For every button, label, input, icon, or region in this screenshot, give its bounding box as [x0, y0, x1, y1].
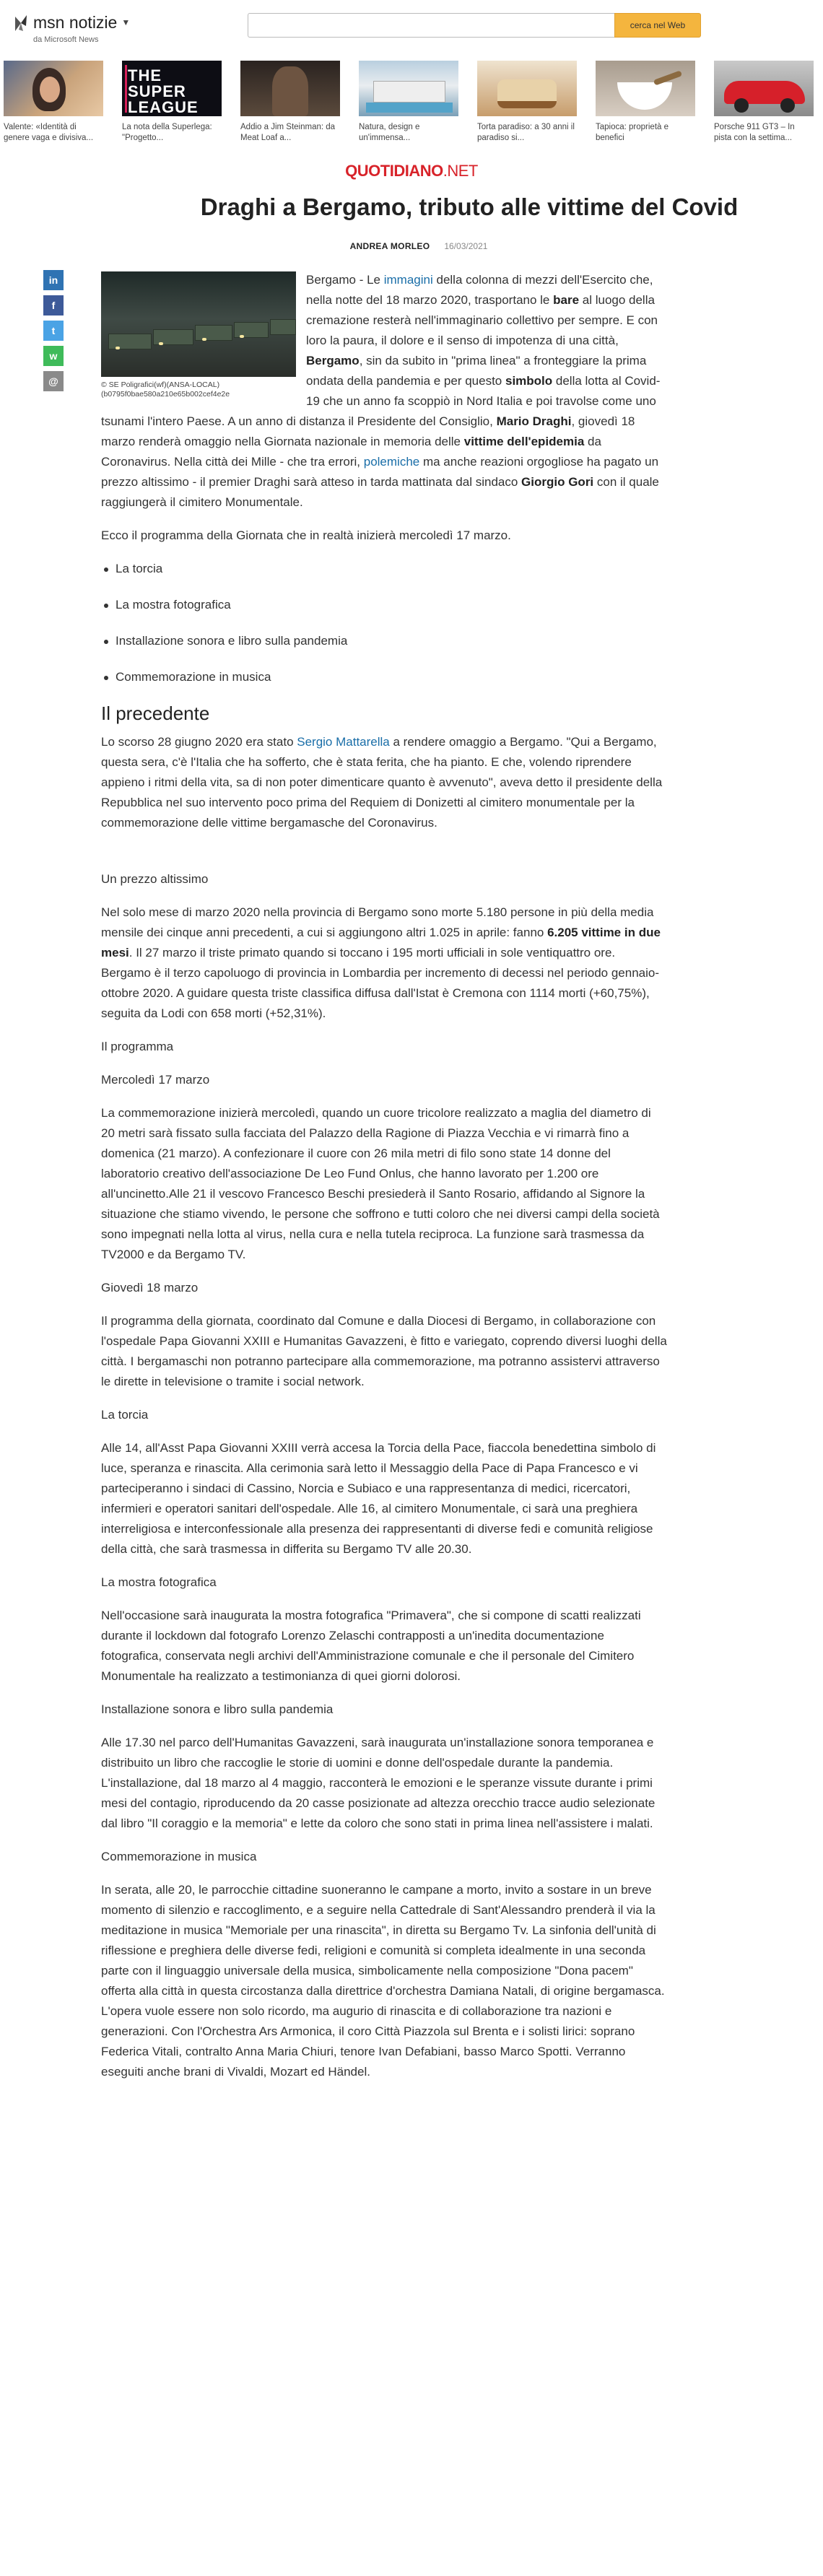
- article-body: [101, 270, 668, 2082]
- news-strip: [0, 61, 823, 155]
- news-thumbnail: [596, 61, 695, 116]
- army-convoy-photo: [101, 271, 296, 377]
- share-bar: [43, 270, 64, 391]
- news-caption: Porsche 911 GT3 – In pista con la settima...: [714, 123, 795, 142]
- news-card[interactable]: [596, 61, 695, 155]
- image-caption: © SE Poligrafici(wf)(ANSA-LOCAL)(b0795f0bae580a210e65b002cef4e2e: [101, 380, 230, 399]
- whatsapp-icon[interactable]: w: [43, 346, 64, 366]
- text: . Il 27 marzo il triste primato quando si toccano i 195 morti ufficiali in sole ventiquattro ore. Bergamo è il terzo capoluogo di provincia in Lombardia per incremento di decessi nel periodo gennaio-ottobre 2020. A guidare questa triste classifica diffusa dall'Istat è Cremona con 1114 morti (+60,75%), seguita da Lodi con 658 morti (+52,31%).: [101, 946, 660, 1020]
- news-caption: Valente: «Identità di genere vaga e divisiva...: [4, 123, 94, 142]
- brand[interactable]: [13, 12, 130, 44]
- program-list: [101, 559, 668, 687]
- paragraph: Alle 17.30 nel parco dell'Humanitas Gavazzeni, sarà inaugurata un'installazione sonora temporanea e distribuito un libro che raccoglie le storie di uomini e donne dell'ospedale durante la pandemia. L'installazione, dal 18 marzo al 4 maggio, racconterà le emozioni e le speranze vissute durante i primi mesi del contagio, riproducendo da 20 casse posizionate ad altezza orecchio tracce audio selezionate dal libro "Il coraggio e la memoria" e lette da coloro che sono stati in prima linea nell'assistere i malati.: [101, 1736, 656, 1830]
- chevron-down-icon[interactable]: ▼: [121, 17, 131, 27]
- paragraph: Il programma della giornata, coordinato dal Comune e dalla Diocesi di Bergamo, in collaborazione con l'ospedale Papa Giovanni XXIII e Humanitas Gavazzeni, è fitto e variegato, coprendo diversi luoghi della città. I bergamaschi non potranno partecipare alla commemorazione, ma potranno assistervi attraverso le dirette in televisione o tramite i social network.: [101, 1314, 667, 1388]
- link-immagini[interactable]: immagini: [383, 273, 433, 287]
- search-bar: [248, 13, 701, 38]
- email-icon[interactable]: @: [43, 371, 64, 391]
- paragraph: Alle 14, all'Asst Papa Giovanni XXIII verrà accesa la Torcia della Pace, fiaccola benedettina simbolo di luce, speranza e rinascita. Alla cerimonia sarà letto il Messaggio della Pace di Papa Francesco e vi parteciperanno i sindaci di Cassino, Norcia e Subiaco e una rappresentanza di medici, ricercatori, infermieri e operatori sanitari dell'ospedale. Alle 16, al cimitero Monumentale, ci sarà una preghiera interreligiosa e interconfessionale alla presenza dei rappresentanti di diverse fedi e comunità religiose della città, che sarà trasmessa in differita su Bergamo TV alle 20.30.: [101, 1441, 656, 1556]
- text: della lotta al Covid-19 che un anno fa scoppiò in Nord Italia e poi travolse come uno tsunami l'intero Paese. A un anno di distanza il Presidente del Consiglio,: [101, 374, 661, 428]
- link-polemiche[interactable]: polemiche: [363, 455, 420, 469]
- lead-image[interactable]: [101, 271, 296, 399]
- highlight: Giorgio Gori: [521, 475, 594, 489]
- highlight: simbolo: [505, 374, 553, 388]
- search-web-button[interactable]: cerca nel Web: [614, 13, 701, 38]
- subheading: Mercoledì 17 marzo: [101, 1073, 210, 1087]
- text: ma anche reazioni orgogliose ha pagato un prezzo altissimo - il premier Draghi sarà atteso in tarda mattinata dal sindaco: [101, 455, 659, 489]
- facebook-icon[interactable]: f: [43, 295, 64, 316]
- news-thumbnail: [122, 61, 222, 116]
- subheading: Commemorazione in musica: [101, 1850, 257, 1863]
- highlight: vittime dell'epidemia: [463, 435, 585, 448]
- text: , giovedì 18 marzo renderà omaggio nella Giornata nazionale in memoria delle: [101, 414, 635, 448]
- text: da Coronavirus. Nella città dei Mille - che tra errori,: [101, 435, 601, 469]
- section-heading: Il precedente: [101, 702, 210, 724]
- source-suffix: .NET: [443, 162, 478, 180]
- news-thumbnail: [4, 61, 103, 116]
- paragraph: [101, 902, 668, 1024]
- news-card[interactable]: [477, 61, 577, 155]
- text: al luogo della cremazione resterà nell'immaginario collettivo per sempre. E con loro la paura, il dolore e il senso di impotenza di una città,: [306, 293, 658, 347]
- news-thumbnail: [359, 61, 458, 116]
- subheading: Un prezzo altissimo: [101, 872, 209, 886]
- highlight: bare: [553, 293, 580, 307]
- subheading: Installazione sonora e libro sulla pandemia: [101, 1702, 334, 1716]
- news-card[interactable]: [240, 61, 340, 155]
- news-thumbnail: [240, 61, 340, 116]
- news-caption: Torta paradiso: a 30 anni il paradiso si...: [477, 123, 575, 142]
- subheading: Il programma: [101, 1040, 174, 1053]
- source-name: QUOTIDIANO: [345, 162, 443, 180]
- news-card[interactable]: [359, 61, 458, 155]
- news-caption: La nota della Superlega: "Progetto...: [122, 123, 212, 142]
- byline: [0, 241, 823, 251]
- news-card[interactable]: [714, 61, 814, 155]
- subheading: Giovedì 18 marzo: [101, 1281, 199, 1294]
- news-thumbnail: [477, 61, 577, 116]
- paragraph: [101, 732, 668, 833]
- linkedin-icon[interactable]: in: [43, 270, 64, 290]
- news-caption: Natura, design e un'immensa...: [359, 123, 420, 142]
- text: della colonna di mezzi dell'Esercito che, nella notte del 18 marzo 2020, trasportano le: [306, 273, 653, 307]
- brand-subtitle: da Microsoft News: [33, 35, 99, 44]
- text: a rendere omaggio a Bergamo. "Qui a Bergamo, questa sera, c'è l'Italia che ha sofferto, che è stata ferita, che ha pianto. E che, volendo riprendere appieno i ritmi della vita, sa di non poter dimenticare quanto è avvenuto", aveva detto il presidente della Repubblica nel suo intervento poco prima del Requiem di Donizetti al cimitero monumentale per la commemorazione delle vittime bergamasche del Coronavirus.: [101, 735, 663, 830]
- list-item: Commemorazione in musica: [101, 667, 668, 687]
- paragraph: Nell'occasione sarà inaugurata la mostra fotografica "Primavera", che si compone di scatti realizzati durante il lockdown dal fotografo Lorenzo Zelaschi contrapposti a un'inedita documentazione fotografica, conservata negli archivi dell'Amministrazione comunale e che il personale del Cimitero Monumentale ha realizzato a testimonianza di quei giorni dolorosi.: [101, 1609, 641, 1683]
- text: , sin da subito in "prima linea" a fronteggiare la prima ondata della pandemia e per questo: [306, 354, 647, 388]
- twitter-icon[interactable]: t: [43, 321, 64, 341]
- news-thumbnail: [714, 61, 814, 116]
- paragraph: Ecco il programma della Giornata che in realtà inizierà mercoledì 17 marzo.: [101, 528, 511, 542]
- highlight: Bergamo: [306, 354, 360, 367]
- text: Lo scorso 28 giugno 2020 era stato: [101, 735, 297, 749]
- news-card[interactable]: [4, 61, 103, 155]
- news-caption: Tapioca: proprietà e benefici: [596, 123, 669, 142]
- list-item: La torcia: [101, 559, 668, 579]
- paragraph: In serata, alle 20, le parrocchie cittadine suoneranno le campane a morto, invito a sostare in un breve momento di silenzio e raccoglimento, e a seguire nella Cattedrale di Sant'Alessandro prenderà il via la meditazione in musica "Memoriale per una rinascita", in diretta su Bergamo Tv. La sinfonia dell'unità di riflessione e preghiera delle diverse fedi, religioni e comunità si completa idealmente in una seconda parte con il linguaggio universale della musica, simbolicamente nella composizione "Dona pacem" offerta alla città in questa circostanza dalla direttrice d'orchestra Damiana Natali, di origine bergamasca. L'opera vuole essere non solo ricordo, ma augurio di rinascita e di collaborazione tra nazioni e generazioni. Con l'Orchestra Ars Armonica, il coro Città Piazzola sul Brenta e i solisti lirici: soprano Federica Vitali, contralto Anna Maria Chiuri, tenore Ivan Defabiani, basso Marco Spotti. Verranno eseguiti anche brani di Vivaldi, Mozart ed Händel.: [101, 1883, 665, 2079]
- highlight: 6.205 vittime in due mesi: [101, 926, 661, 960]
- news-card[interactable]: [122, 61, 222, 155]
- thumb-text: THE: [128, 66, 162, 84]
- highlight: Mario Draghi: [496, 414, 572, 428]
- link-mattarella[interactable]: Sergio Mattarella: [297, 735, 390, 749]
- article-title: Draghi a Bergamo, tributo alle vittime del Covid: [200, 193, 739, 220]
- thumb-text: SUPER: [128, 82, 186, 100]
- text: Nel solo mese di marzo 2020 nella provincia di Bergamo sono morte 5.180 persone in più della media mensile dei cinque anni precedenti, a cui si aggiungono altri 1.025 in aprile: fanno: [101, 905, 654, 939]
- publish-date: 16/03/2021: [444, 241, 488, 251]
- subheading: La mostra fotografica: [101, 1575, 217, 1589]
- news-caption: Addio a Jim Steinman: da Meat Loaf a...: [240, 123, 336, 142]
- top-bar: [0, 0, 823, 61]
- text: Bergamo - Le: [306, 273, 384, 287]
- list-item: La mostra fotografica: [101, 595, 668, 615]
- author-name[interactable]: ANDREA MORLEO: [349, 241, 430, 251]
- thumb-text: LEAGUE: [128, 98, 199, 116]
- list-item: Installazione sonora e libro sulla pandemia: [101, 631, 668, 651]
- article-wrap: [0, 270, 823, 2082]
- paragraph: La commemorazione inizierà mercoledì, quando un cuore tricolore realizzato a maglia del diametro di 20 metri sarà fissato sulla facciata del Palazzo della Ragione di Piazza Vecchia e vi rimarrà fino a domenica (21 marzo). A confezionare il cuore con 26 mila metri di filo sono state 14 donne del laboratorio creativo dell'associazione De Leo Fund Onlus, che hanno lavorato per 1.200 ore all'uncinetto.Alle 21 il vescovo Francesco Beschi presiederà il Santo Rosario, affidando al Signore la situazione che stiamo vivendo, le persone che soffrono e tutti coloro che nei diversi campi della società sono impegnati nella lotta al virus, nella cura e nella tutela reciproca. La funzione sarà trasmessa da TV2000 e da Bergamo TV.: [101, 1106, 660, 1261]
- search-input[interactable]: [248, 13, 614, 38]
- subheading: La torcia: [101, 1408, 149, 1422]
- brand-title: msn notizie: [33, 13, 118, 32]
- source-logo[interactable]: [0, 162, 823, 180]
- msn-butterfly-icon: [13, 14, 29, 32]
- text: con il quale raggiungerà il cimitero Monumentale.: [101, 475, 659, 509]
